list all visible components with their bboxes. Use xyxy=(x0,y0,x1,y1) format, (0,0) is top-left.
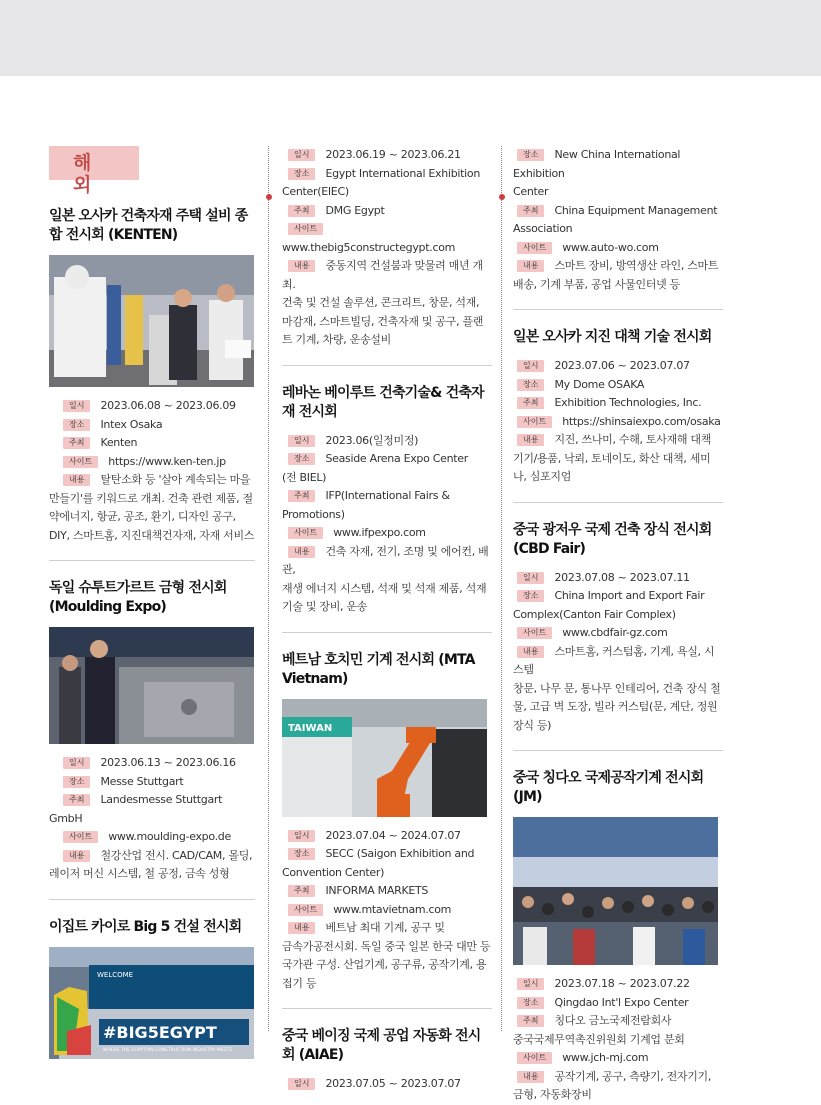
host-badge: 주최 xyxy=(517,1015,544,1027)
venue-badge: 장소 xyxy=(288,168,315,180)
event-host: INFORMA MARKETS xyxy=(325,884,429,897)
host-badge: 주최 xyxy=(517,397,544,409)
date-badge: 일시 xyxy=(288,149,315,161)
event-content-cont: 창문, 나무 문, 통나무 인테리어, 건축 장식 철물, 고급 벽 도장, 빌라 커스텀(문, 계단, 정원 장식 등) xyxy=(513,681,721,732)
event-date: 2023.07.18 ~ 2023.07.22 xyxy=(554,977,690,990)
exhibition-photo-icon xyxy=(49,255,254,387)
event-content: 공작기계, 공구, 측량기, 전자기기, xyxy=(554,1069,712,1083)
event-content-cont: 금형, 자동화장비 xyxy=(513,1088,592,1101)
column-3 xyxy=(513,146,723,1105)
site-badge: 사이트 xyxy=(517,627,552,639)
event-content-cont: 배송, 기계 부품, 공업 사물인터넷 등 xyxy=(513,277,680,291)
site-badge: 사이트 xyxy=(63,831,98,843)
venue-badge: 장소 xyxy=(63,419,90,431)
divider xyxy=(49,899,255,900)
event-content: 스마트 장비, 방역생산 라인, 스마트 xyxy=(554,259,719,272)
divider xyxy=(513,309,723,310)
event-content-cont: 기기/용품, 낙뢰, 토네이도, 화산 대책, 세미나, 심포지엄 xyxy=(513,451,711,483)
content-badge: 내용 xyxy=(517,434,544,446)
event-host: 칭다오 금노국제전람회사 xyxy=(554,1014,672,1027)
event-photo xyxy=(49,627,254,744)
event-title: 이집트 카이로 Big 5 건설 전시회 xyxy=(49,918,242,935)
event-venue: Seaside Arena Expo Center xyxy=(325,452,468,465)
event-date: 2023.07.08 ~ 2023.07.11 xyxy=(554,570,690,584)
event-date: 2023.06.13 ~ 2023.06.16 xyxy=(100,756,236,769)
date-badge: 일시 xyxy=(288,435,315,447)
event-content: 지진, 쓰나미, 수해, 토사재해 대책 xyxy=(554,433,712,446)
event-content: 베트남 최대 기계, 공구 및 xyxy=(325,921,445,934)
event-date: 2023.07.06 ~ 2023.07.07 xyxy=(554,359,690,372)
event-host: DMG Egypt xyxy=(325,203,385,217)
event-venue: SECC (Saigon Exhibition and xyxy=(325,847,475,860)
section-tag: 해 외 xyxy=(49,146,139,180)
event-content-cont: 만들기'를 키워드로 개최. 건축 관련 제품, 절약에너지, 항균, 공조, 환기, 디자인 공구, DIY, 스마트홈, 지진대책건자재, 자재 서비스 xyxy=(49,491,255,542)
event-site[interactable]: https://www.ken-ten.jp xyxy=(108,454,226,468)
event-site[interactable]: https://shinsaiexpo.com/osaka xyxy=(562,414,721,428)
content-badge: 내용 xyxy=(517,1071,544,1083)
event-photo xyxy=(49,255,254,387)
date-badge: 일시 xyxy=(517,572,544,584)
event-venue: Intex Osaka xyxy=(100,417,163,431)
venue-badge: 장소 xyxy=(288,453,315,465)
event-content-cont: 레이저 머신 시스템, 철 공정, 금속 성형 xyxy=(49,867,230,880)
host-badge: 주최 xyxy=(63,437,90,449)
date-badge: 일시 xyxy=(63,757,90,769)
event-title: 중국 베이징 국제 공업 자동화 전시회 (AIAE) xyxy=(282,1028,481,1063)
event-date: 2023.06.19 ~ 2023.06.21 xyxy=(325,148,461,161)
site-badge: 사이트 xyxy=(517,416,552,428)
moulding-photo-icon xyxy=(49,627,254,744)
photo-taiwan-text: TAIWAN xyxy=(288,722,333,734)
content-badge: 내용 xyxy=(288,922,315,934)
event-venue-cont: (전 BIEL) xyxy=(282,470,327,484)
site-badge: 사이트 xyxy=(517,1052,552,1064)
photo-big5-text: #BIG5EGYPT xyxy=(103,1022,217,1042)
event-title: 독일 슈투트가르트 금형 전시회 (Moulding Expo) xyxy=(49,580,227,615)
divider xyxy=(282,632,492,633)
date-badge: 일시 xyxy=(288,830,315,842)
column-divider xyxy=(501,146,502,1031)
event-venue: China Import and Export Fair xyxy=(554,589,705,602)
event-site[interactable]: www.mtavietnam.com xyxy=(333,902,452,916)
photo-sub-text: WHERE THE EGYPTIAN CONSTRUCTION INDUSTRY MEETS xyxy=(103,1047,232,1053)
event-photo xyxy=(49,947,254,1059)
event-content: 건축 자재, 전기, 조명 및 에어컨, 배관, xyxy=(282,544,489,576)
site-badge: 사이트 xyxy=(288,527,323,539)
host-badge: 주최 xyxy=(288,205,315,217)
event-content-cont: 금속가공전시회. 독일 중국 일본 한국 대만 등 국가관 구성. 산업기계, 공구류, 공작기계, 용접기 등 xyxy=(282,939,491,990)
event-photo xyxy=(282,699,487,817)
event-venue-cont: Convention Center) xyxy=(282,865,385,879)
event-venue-cont: Center(EIEC) xyxy=(282,185,349,198)
event-host: IFP(International Fairs & xyxy=(325,489,450,502)
event-venue: Messe Stuttgart xyxy=(100,774,184,788)
event-host-cont: Association xyxy=(513,222,573,235)
venue-badge: 장소 xyxy=(288,848,315,860)
column-2 xyxy=(282,146,492,1094)
event-site[interactable]: www.cbdfair-gz.com xyxy=(562,626,668,639)
venue-badge: 장소 xyxy=(517,997,544,1009)
photo-welcome-text: WELCOME xyxy=(97,970,134,979)
event-venue: Egypt International Exhibition xyxy=(325,166,481,180)
column-1 xyxy=(49,146,255,1069)
event-site[interactable]: www.thebig5constructegypt.com xyxy=(282,240,456,254)
big5-photo-icon xyxy=(49,947,254,1059)
venue-badge: 장소 xyxy=(517,379,544,391)
host-badge: 주최 xyxy=(288,490,315,502)
date-badge: 일시 xyxy=(517,978,544,990)
top-banner xyxy=(0,0,821,76)
event-site[interactable]: www.jch-mj.com xyxy=(562,1051,649,1064)
venue-badge: 장소 xyxy=(517,590,544,602)
event-venue: New China International Exhibition xyxy=(513,148,681,180)
event-site[interactable]: www.auto-wo.com xyxy=(562,240,659,254)
host-badge: 주최 xyxy=(517,205,544,217)
event-content: 스마트홈, 커스텀홈, 기계, 욕실, 시스템 xyxy=(513,644,715,676)
venue-badge: 장소 xyxy=(63,776,90,788)
event-host-cont: 중국국제무역촉진위원회 기계업 분회 xyxy=(513,1032,685,1046)
event-venue-cont: Center xyxy=(513,185,549,198)
site-badge: 사이트 xyxy=(288,223,323,235)
venue-badge: 장소 xyxy=(517,149,544,161)
event-content-cont: 재생 에너지 시스템, 석재 및 석재 제품, 석재 기술 및 장비, 운송 xyxy=(282,581,487,613)
host-badge: 주최 xyxy=(63,794,90,806)
event-host: China Equipment Management xyxy=(554,203,718,217)
event-title: 중국 광저우 국제 건축 장식 전시회 (CBD Fair) xyxy=(513,521,712,557)
content-badge: 내용 xyxy=(288,546,315,558)
event-host-cont: Promotions) xyxy=(282,507,345,521)
content-badge: 내용 xyxy=(288,260,315,272)
event-title: 일본 오사카 지진 대책 기술 전시회 xyxy=(513,329,712,345)
event-date: 2023.07.04 ~ 2024.07.07 xyxy=(325,828,461,842)
site-badge: 사이트 xyxy=(517,242,552,254)
event-host: Exhibition Technologies, Inc. xyxy=(554,396,702,409)
divider xyxy=(282,1008,492,1009)
event-host: Kenten xyxy=(100,436,138,449)
divider xyxy=(282,365,492,366)
content-badge: 내용 xyxy=(517,646,544,658)
event-host: Landesmesse Stuttgart GmbH xyxy=(49,793,223,825)
crowd-photo-icon xyxy=(513,817,718,965)
event-venue: My Dome OSAKA xyxy=(554,377,645,391)
event-content: 철강산업 전시. CAD/CAM, 몰딩, xyxy=(100,848,253,862)
event-date: 2023.06(일정미정) xyxy=(325,433,419,447)
divider xyxy=(513,502,723,503)
event-title: 중국 칭다오 국제공작기계 전시회 (JM) xyxy=(513,770,704,805)
date-badge: 일시 xyxy=(517,360,544,372)
content-badge: 내용 xyxy=(63,474,90,486)
content-badge: 내용 xyxy=(63,850,90,862)
event-title: 베트남 호치민 기계 전시회 (MTA Vietnam) xyxy=(282,651,475,687)
event-venue: Qingdao Int'l Expo Center xyxy=(554,995,689,1009)
host-badge: 주최 xyxy=(288,885,315,897)
site-badge: 사이트 xyxy=(63,456,98,468)
content-badge: 내용 xyxy=(517,260,544,272)
event-title: 레바논 베이루트 건축기술& 건축자재 전시회 xyxy=(282,384,484,420)
event-photo xyxy=(513,817,718,965)
date-badge: 일시 xyxy=(288,1078,315,1090)
event-site[interactable]: www.moulding-expo.de xyxy=(108,830,231,843)
event-content-cont: 건축 및 건설 솔루션, 콘크리트, 창문, 석재, 마감재, 스마트빌딩, 건축자재 및 공구, 플랜트 기계, 차량, 운송설비 xyxy=(282,296,484,346)
event-venue-cont: Complex(Canton Fair Complex) xyxy=(513,607,676,621)
robot-arm-photo-icon xyxy=(282,699,487,817)
bullet-dot xyxy=(266,194,272,200)
bullet-dot xyxy=(499,194,505,200)
divider xyxy=(49,560,255,561)
divider xyxy=(513,750,723,751)
site-badge: 사이트 xyxy=(288,904,323,916)
event-title: 일본 오사카 건축자재 주택 설비 종합 전시회 (KENTEN) xyxy=(49,208,248,243)
event-content: 중동지역 건설붐과 맞물려 매년 개최. xyxy=(282,259,483,291)
date-badge: 일시 xyxy=(63,400,90,412)
event-date: 2023.07.05 ~ 2023.07.07 xyxy=(325,1077,461,1090)
column-divider xyxy=(268,146,269,1031)
event-site[interactable]: www.ifpexpo.com xyxy=(333,526,426,539)
event-content: 탈탄소화 등 '살아 계속되는 마을 xyxy=(100,473,251,486)
event-date: 2023.06.08 ~ 2023.06.09 xyxy=(100,399,236,412)
